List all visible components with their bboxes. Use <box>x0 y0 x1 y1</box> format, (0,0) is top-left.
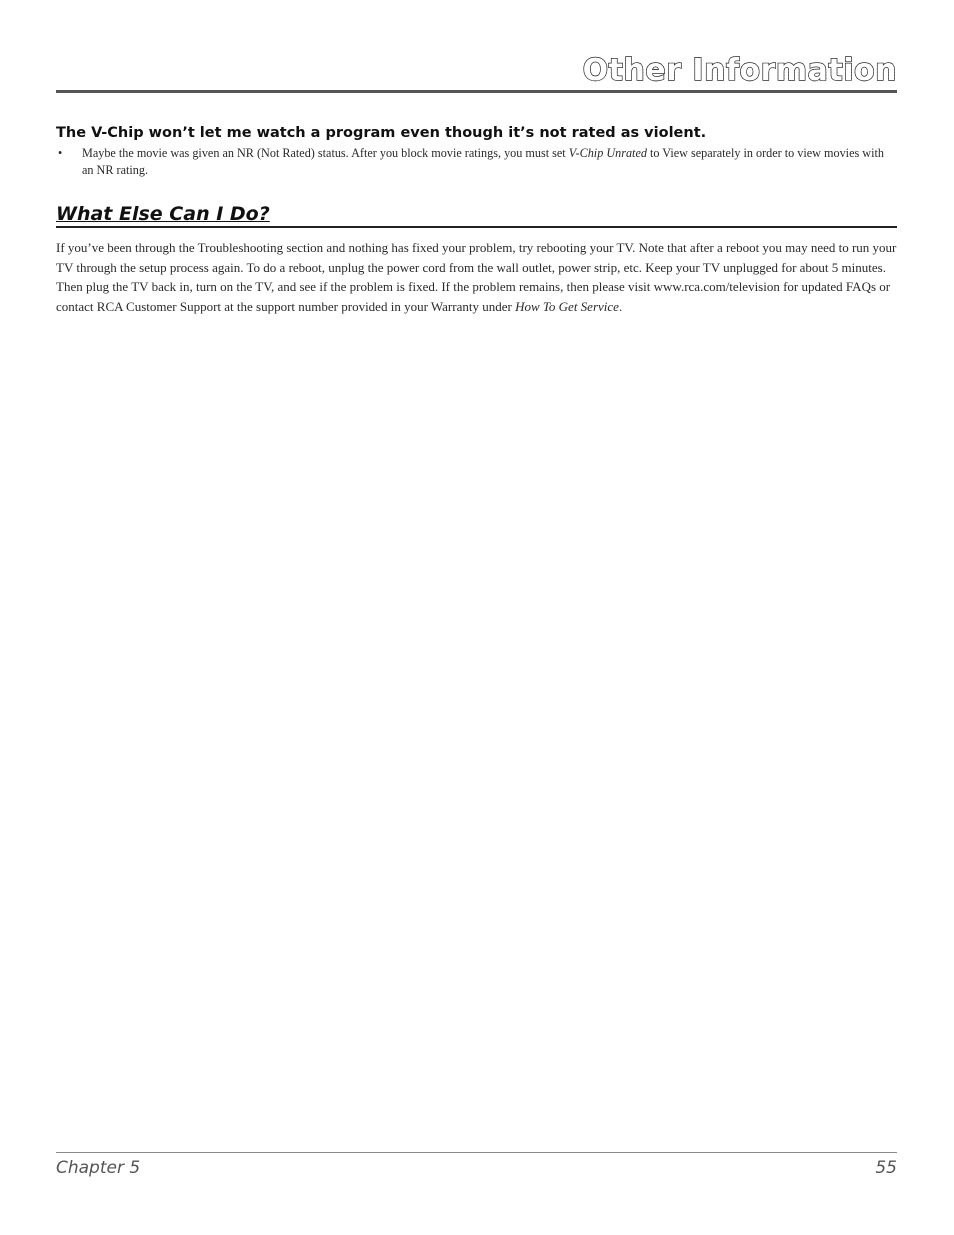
section-heading-text: What Else Can I Do? <box>56 203 270 225</box>
page-title: Other Information <box>582 53 897 88</box>
answer-list <box>56 145 897 179</box>
question-heading: The V-Chip won’t let me watch a program even though it’s not rated as violent. <box>56 125 707 141</box>
answer-item <box>56 145 897 179</box>
page-footer <box>56 1152 897 1183</box>
section-body-start: If you’ve been through the Troubleshooting section and nothing has fixed your problem, try rebooting your TV. Note that after a reboot you may need to run your TV through the setup process again. To do a reboot, unplug the power cord from the wall outlet, power strip, etc. Keep your TV unplugged for about 5 minutes. Then plug the TV back in, turn on the TV, and see if the problem is fixed. If the problem remains, then please visit www.rca.com/television for updated FAQs or contact RCA Customer Support at the support number provided in your Warranty under <box>56 240 897 314</box>
section-body-reference: How To Get Service <box>515 298 619 314</box>
answer-text-end: to View separately in order to view movies with an NR rating. <box>82 146 884 177</box>
section-body <box>56 238 897 316</box>
page-header <box>56 48 897 93</box>
answer-text-start: Maybe the movie was given an NR (Not Rated) status. After you block movie ratings, you must set <box>82 146 569 160</box>
what-else-section <box>56 203 897 316</box>
footer-page-number: 55 <box>875 1158 897 1178</box>
answer-setting-name: V-Chip Unrated <box>568 146 647 160</box>
section-body-end: . <box>618 298 623 314</box>
bullet-icon: • <box>58 146 63 160</box>
section-heading <box>56 203 897 228</box>
footer-chapter: Chapter 5 <box>56 1158 141 1178</box>
troubleshooting-item <box>56 123 897 179</box>
